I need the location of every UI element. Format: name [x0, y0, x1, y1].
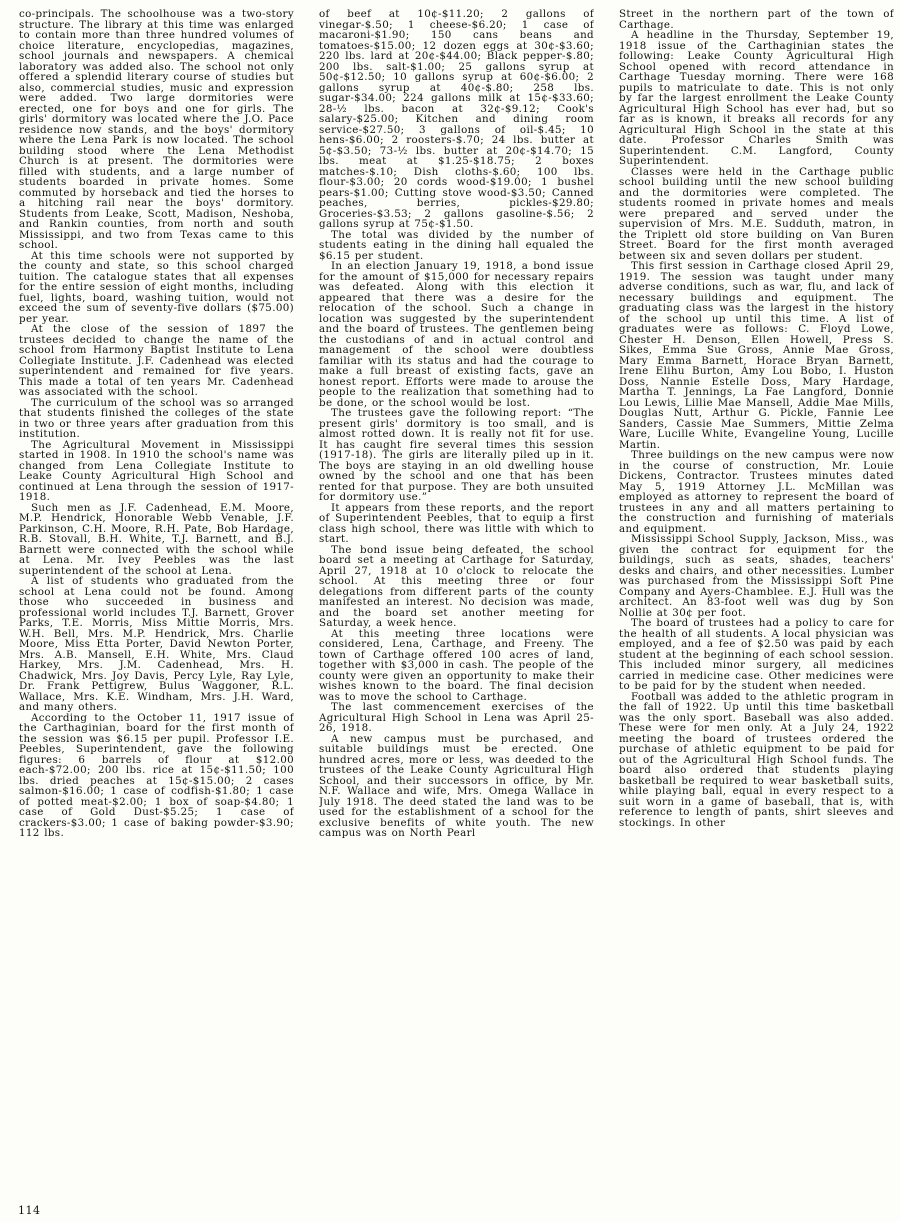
text-column-3: [619, 9, 894, 1190]
paragraph: A new campus must be purchased, and suitable buildings must be erected. One hundred acres, more or less, was deeded to the trustees of the Leake County Agricultural High School, and their successors in office, by Mr. N.F. Wallace and wife, Mrs. Omega Wallace in July 1918. The deed stated the land was to be used for the establishment of a school for the exclusive benefits of white youth. The new campus was on North Pearl: [319, 732, 594, 839]
paragraph: At this meeting three locations were considered, Lena, Carthage, and Freeny. The town of Carthage offered 100 acres of land, together with $3,000 in cash. The people of the county were given an opportunity to make their wishes known to the board. The final decision was to move the school to Carthage.: [319, 627, 594, 703]
paragraph: Three buildings on the new campus were now in the course of construction, Mr. Louie Dickens, Contractor. Trustees minutes dated May 5, 1919 Attorney J.L. McMillan was employed as attorney to represent the board of trustees in any and all matters pertaining to the construction and furnishing of materials and equipment.: [619, 449, 894, 535]
paragraph: The last commencement exercises of the Agricultural High School in Lena was April 25-26, 1918.: [319, 701, 594, 734]
paragraph: The board of trustees had a policy to care for the health of all students. A local physician was employed, and a fee of $2.50 was paid by each student at the beginning of each school session. This included minor surgery, all medicines carried in medicine case. Other medicines were to be paid for by the student when needed.: [619, 617, 894, 692]
paragraph: Classes were held in the Carthage public school building until the new school building and the dormitories were completed. The students roomed in private homes and meals were prepared and served under the supervision of Mrs. M.E. Sudduth, matron, in the Triplett old store building on Van Buren Street. Board for the first month averaged between six and seven dollars per student.: [619, 165, 894, 262]
paragraph: In an election January 19, 1918, a bond issue for the amount of $15,000 for necessary repairs was defeated. Along with this election it appeared that there was a desire for the relocation of the school. Such a change in location was suggested by the superintendent and the board of trustees. The gentlemen being the custodians of and in actual control and management of the school were doubtless familiar with its status and had the courage to make a full breast of existing facts, gave an honest report. Efforts were made to arouse the people to the realization that something had to be done, or the school would be lost.: [319, 260, 594, 409]
paragraph: According to the October 11, 1917 issue of the Carthaginian, board for the first month of the session was $6.15 per pupil. Professor I.E. Peebles, Superintendent, gave the following figures: 6 barrels of flour at $12.00 each-$72.00; 200 lbs. rice at 15¢-$11.50; 100 lbs. dried peaches at 15¢-$15.00; 2 cases salmon-$16.00; 1 case of codfish-$1.80; 1 case of potted meat-$2.00; 1 box of soap-$4.80; 1 case of Gold Dust-$5.25; 1 case of crackers-$3.00; 1 case of baking powder-$3.90; 112 lbs.: [19, 711, 294, 839]
paragraph: At this time schools were not supported by the county and state, so this school charged tuition. The catalogue states that all expenses for the entire session of eight months, including fuel, lights, board, washing tuition, would not exceed the sum of seventy-five dollars ($75.00) per year.: [19, 249, 294, 325]
paragraph: It appears from these reports, and the report of Superintendent Peebles, that to equip a first class high school, there was little with which to start.: [319, 501, 594, 545]
paragraph: The trustees gave the following report: “The present girls' dormitory is too small, and is almost rotted down. It is really not fit for use. It has caught fire several times this session (1917-18). The girls are literally piled up in it. The boys are staying in an old dwelling house owned by the school and one that has been rented for that purpose. They are both unsuited for dormitory use.”: [319, 407, 594, 503]
text-column-2: [319, 9, 594, 1190]
text-column-1: [19, 9, 294, 1190]
page-number: 114: [18, 1204, 41, 1217]
paragraph: co-principals. The schoolhouse was a two-story structure. The library at this time was enlarged to contain more than three hundred volumes of choice literature, encyclopedias, magazines, school journals and newspapers. A chemical laboratory was added also. The school not only offered a splendid literary course of studies but also, commercial studies, music and expression were added. Two large dormitories were erected, one for boys and one for girls. The girls' dormitory was located where the J.O. Pace residence now stands, and the boys' dormitory where the Lena Park is now located. The school building stood where the Lena Methodist Church is at present. The dormitories were filled with students, and a large number of students boarded in private homes. Some commuted by horseback and tied the horses to a hitching rail near the boys' dormitory. Students from Leake, Scott, Madison, Neshoba, and Rankin counties, from north and south Mississippi, and two from Texas came to this school.: [19, 9, 294, 251]
paragraph: Such men as J.F. Cadenhead, E.M. Moore, M.P. Hendrick, Honorable Webb Venable, J.F. Parkinson, C.H. Moore, R.H. Pate, Bob Hardage, R.B. Stovall, B.H. White, T.J. Barnett, and B.J. Barnett were connected with the school while at Lena. Mr. Ivey Peebles was the last superintendent of the school at Lena.: [19, 501, 294, 577]
paragraph: The bond issue being defeated, the school board set a meeting at Carthage for Saturday, April 27, 1918 at 10 o'clock to relocate the school. At this meeting three or four delegations from different parts of the county manifested an interest. No decision was made, and the board set another meeting for Saturday, a week hence.: [319, 543, 594, 629]
paragraph: The total was divided by the number of students eating in the dining hall equaled the $6.15 per student.: [319, 228, 594, 262]
paragraph: Mississippi School Supply, Jackson, Miss., was given the contract for equipment for the buildings, such as seats, shades, teachers' desks and chairs, and other necessities. Lumber was purchased from the Mississippi Soft Pine Company and Ayers-Chamblee. E.J. Hull was the architect. An 83-foot well was dug by Son Nollie at 30¢ per foot.: [619, 533, 894, 619]
paragraph: Street in the northern part of the town of Carthage.: [619, 9, 894, 31]
paragraph: At the close of the session of 1897 the trustees decided to change the name of the school from Harmony Baptist Institute to Lena Collegiate Institute. J.F. Cadenhead was elected superintendent and remained for five years. This made a total of ten years Mr. Cadenhead was associated with the school.: [19, 323, 294, 398]
paragraph: The Agricultural Movement in Mississippi started in 1908. In 1910 the school's name was changed from Lena Collegiate Institute to Leake County Agricultural High School and continued at Lena through the session of 1917-1918.: [19, 438, 294, 503]
paragraph: This first session in Carthage closed April 29, 1919. The session was taught under many adverse conditions, such as war, flu, and lack of necessary buildings and equipment. The graduating class was the largest in the history of the school up until this time. A list of graduates were as follows: C. Floyd Lowe, Chester H. Denson, Ellen Howell, Press S. Sikes, Emma Sue Gross, Annie Mae Gross, Mary Emma Barnett, Horace Bryan Barnett, Irene Elihu Burton, Amy Lou Bobo, I. Huston Doss, Nannie Estelle Doss, Mary Hardage, Martha T. Jennings, La Fae Langford, Donnie Lou Lewis, Lillie Mae Mansell, Addie Mae Mills, Douglas Nutt, Arthur G. Pickle, Fannie Lee Sanders, Cassie Mae Summers, Mittie Zelma Ware, Lucille White, Evangeline Young, Lucille Martin.: [619, 260, 894, 451]
paragraph: The curriculum of the school was so arranged that students finished the colleges of the state in two or three years after graduation from this institution.: [19, 396, 294, 440]
paragraph: A headline in the Thursday, September 19, 1918 issue of the Carthaginian states the following: Leake County Agricultural High School opened with record attendance in Carthage Tuesday morning. There were 168 pupils to matriculate to date. This is not only by far the largest enrollment the Leake County Agricultural High School has ever had, but so far as is known, it breaks all records for any Agricultural High School in the state at this date. Professor Charles Smith was Superintendent. C.M. Langford, County Superintendent.: [619, 29, 894, 167]
paragraph: A list of students who graduated from the school at Lena could not be found. Among those who succeeded in business and professional world includes T.J. Barnett, Grover Parks, T.E. Morris, Miss Mittie Morris, Mrs. W.H. Bell, Mrs. M.P. Hendrick, Mrs. Charlie Moore, Miss Etta Porter, David Newton Porter, Mrs. A.B. Mansell, E.H. White, Mrs. Claud Harkey, Mrs. J.M. Cadenhead, Mrs. H. Chadwick, Mrs. Joy Davis, Percy Lyle, Ray Lyle, Dr. Frank Pettigrew, Bulus Waggoner, R.L. Wallace, Mrs. K.E. Windham, Mrs. J.H. Ward, and many others.: [19, 575, 294, 713]
paragraph: Football was added to the athletic program in the fall of 1922. Up until this time basketball was the only sport. Baseball was also added. These were for men only. At a July 24, 1922 meeting the board of trustees ordered the purchase of athletic equipment to be paid for out of the Agricultural High School funds. The board also ordered that students playing basketball be required to wear basketball suits, while playing ball, equal in every respect to a suit worn in a game of baseball, that is, with reference to length of pants, shirt sleeves and stockings. In other: [619, 690, 894, 829]
paragraph: of beef at 10¢-$11.20; 2 gallons of vinegar-$.50; 1 cheese-$6.20; 1 case of macaroni-$1.90; 150 cans beans and tomatoes-$15.00; 12 dozen eggs at 30¢-$3.60; 220 lbs. lard at 20¢-$44.00; Black pepper-$.80; 200 lbs. salt-$1.00; 25 gallons syrup at 50¢-$12.50; 10 gallons syrup at 60¢-$6.00; 2 gallons syrup at 40¢-$.80; 258 lbs. sugar-$34.00; 224 gallons milk at 15¢-$33.60; 28-½ lbs. bacon at 32¢-$9.12; Cook's salary-$25.00; Kitchen and dining room service-$27.50; 3 gallons of oil-$.45; 10 hens-$6.00; 2 roosters-$.70; 24 lbs. butter at 5¢-$3.50; 73-½ lbs. butter at 20¢-$14.70; 15 lbs. meat at $1.25-$18.75; 2 boxes matches-$.10; Dish cloths-$.60; 100 lbs. flour-$3.00; 20 cords wood-$19.00; 1 bushel pears-$1.00; Cutting stove wood-$3.50; Canned peaches, berries, pickles-$29.80; Groceries-$3.53; 2 gallons gasoline-$.56; 2 gallons syrup at 75¢-$1.50.: [319, 9, 594, 230]
